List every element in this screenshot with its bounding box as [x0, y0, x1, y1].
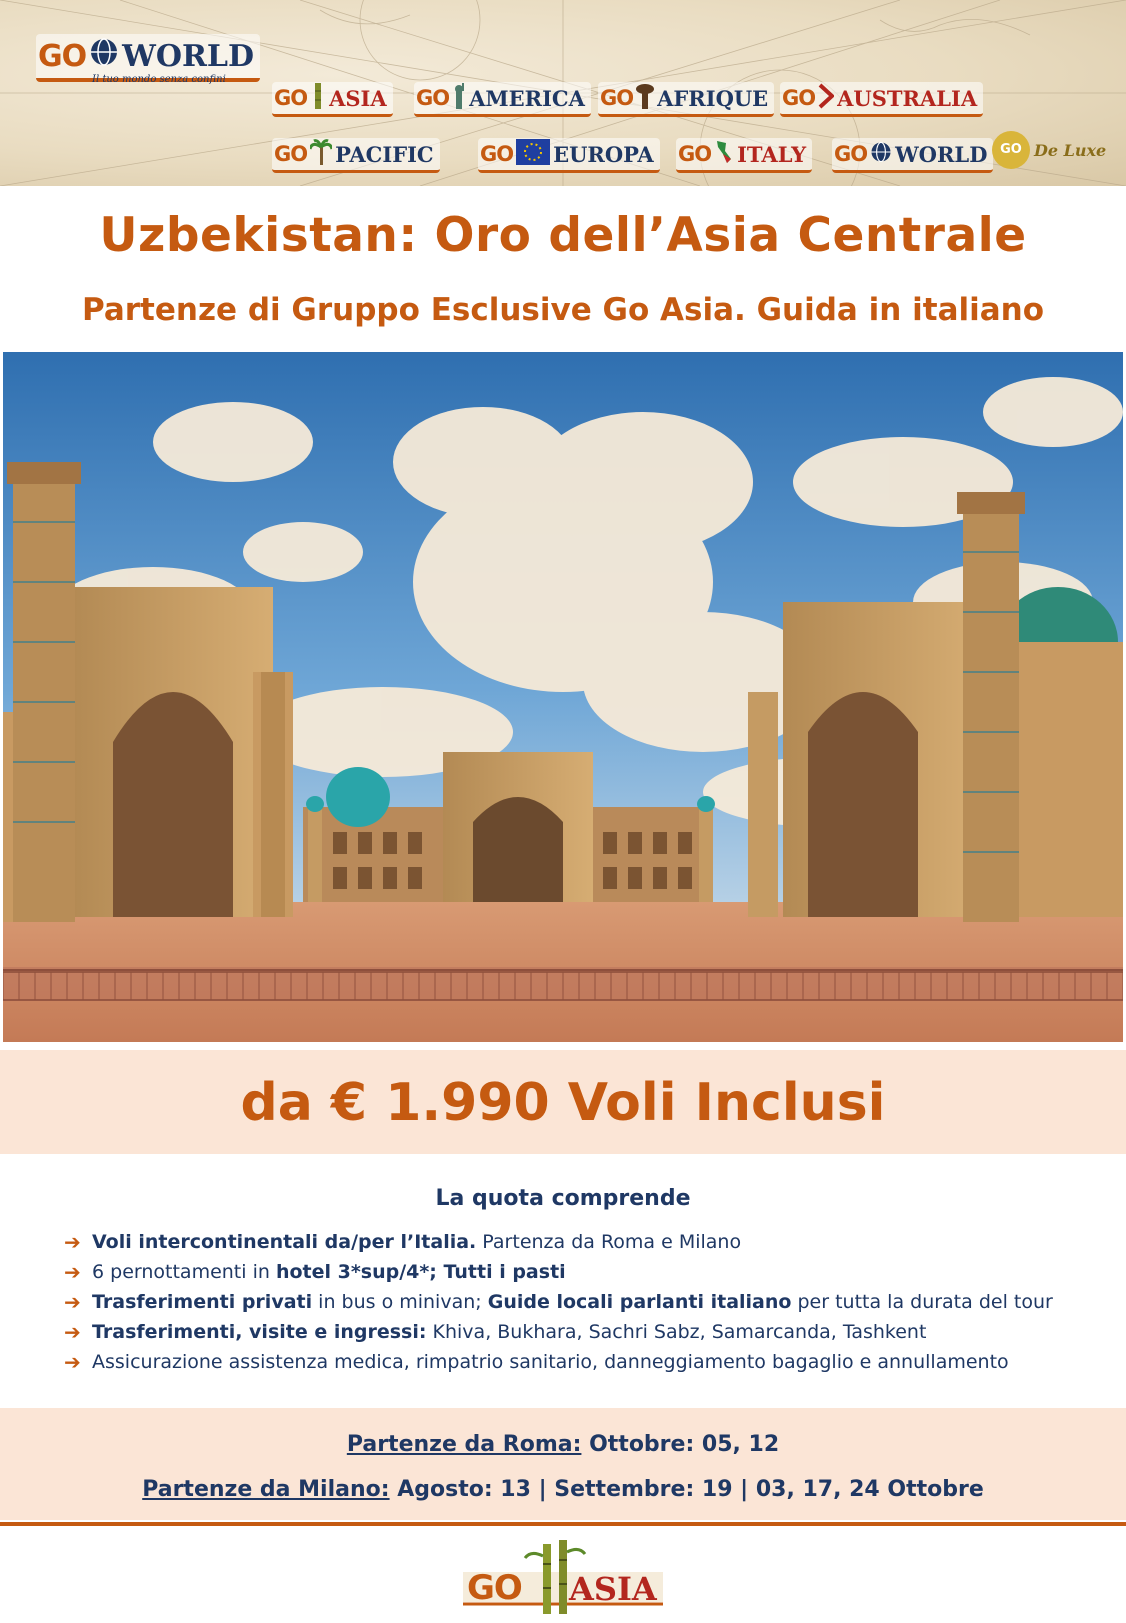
- item-strong: Guide locali parlanti italiano: [487, 1291, 792, 1313]
- eu-flag-icon: [516, 139, 550, 170]
- item-text: per tutta la durata del tour: [791, 1291, 1053, 1313]
- list-item: [64, 1317, 1114, 1347]
- arrow-right-icon: ➔: [64, 1260, 81, 1284]
- item-text: Assicurazione assistenza medica, rimpatrio sanitario, danneggiamento bagaglio e annullamento: [92, 1351, 1009, 1373]
- list-item: [64, 1287, 1114, 1317]
- brand-name: ASIA: [329, 85, 387, 111]
- go-wordmark: GO: [274, 142, 308, 166]
- gopacific-logo[interactable]: [272, 138, 440, 173]
- bamboo-icon: [310, 83, 326, 114]
- goaustralia-logo[interactable]: [780, 82, 983, 117]
- departures-milan-label: Partenze da Milano:: [142, 1477, 390, 1502]
- departures-rome-dates: Ottobre: 05, 12: [581, 1432, 780, 1457]
- goasia-footer-logo: [463, 1540, 663, 1616]
- globe-icon: [89, 37, 119, 75]
- brand-name: AFRIQUE: [657, 85, 769, 111]
- crown-icon: GO: [992, 131, 1030, 169]
- brand-name: WORLD: [122, 38, 255, 74]
- arrow-right-icon: ➔: [64, 1290, 81, 1314]
- item-text: 6 pernottamenti in: [92, 1261, 276, 1283]
- goeuropa-logo[interactable]: [478, 138, 660, 173]
- brand-name: De Luxe: [1034, 140, 1107, 160]
- list-item: [64, 1257, 1114, 1287]
- boomerang-icon: [818, 83, 834, 114]
- list-item: [64, 1347, 1114, 1377]
- brand-name: ASIA: [569, 1570, 657, 1608]
- departures-milan: [0, 1477, 1126, 1502]
- brand-name: AUSTRALIA: [837, 85, 978, 111]
- brand-name: AMERICA: [469, 85, 585, 111]
- departures-band: [0, 1408, 1126, 1520]
- divider: [0, 1522, 1126, 1526]
- page-subtitle: Partenze di Gruppo Esclusive Go Asia. Guida in italiano: [81, 292, 1045, 328]
- goamerica-logo[interactable]: [414, 82, 591, 117]
- go-wordmark: GO: [467, 1568, 522, 1608]
- go-wordmark: GO: [416, 86, 450, 110]
- globe-icon: [870, 141, 892, 168]
- italy-map-icon: [714, 139, 734, 170]
- inclusions-heading: La quota comprende: [435, 1186, 691, 1211]
- brand-name: EUROPA: [553, 141, 654, 167]
- go-wordmark: GO: [274, 86, 308, 110]
- go-wordmark: GO: [834, 142, 868, 166]
- palm-tree-icon: [310, 139, 332, 170]
- arrow-right-icon: ➔: [64, 1230, 81, 1254]
- departures-milan-dates: Agosto: 13 | Settembre: 19 | 03, 17, 24 Ottobre: [389, 1477, 984, 1502]
- registan-square-illustration: [3, 352, 1123, 1042]
- departures-rome-label: Partenze da Roma:: [346, 1432, 582, 1457]
- item-text: in bus o minivan;: [312, 1291, 488, 1313]
- goasia-logo[interactable]: [272, 82, 393, 117]
- price-headline: da € 1.990 Voli Inclusi: [240, 1073, 886, 1133]
- brand-tagline: Il tuo mondo senza confini: [92, 74, 226, 85]
- hero-image: [3, 352, 1123, 1042]
- item-text: Khiva, Bukhara, Sachri Sabz, Samarcanda, Tashkent: [426, 1321, 927, 1343]
- go-wordmark: GO: [480, 142, 514, 166]
- departures-rome: [0, 1432, 1126, 1457]
- item-strong: Trasferimenti privati: [92, 1291, 313, 1313]
- go-wordmark: GO: [38, 38, 87, 74]
- item-strong: Voli intercontinentali da/per l’Italia.: [92, 1231, 477, 1253]
- arrow-right-icon: ➔: [64, 1320, 81, 1344]
- godeluxe-logo[interactable]: [990, 126, 1112, 174]
- go-wordmark: GO: [600, 86, 634, 110]
- brand-banner: [0, 0, 1126, 186]
- item-strong: Trasferimenti, visite e ingressi:: [92, 1321, 427, 1343]
- item-text: Partenza da Roma e Milano: [476, 1231, 742, 1253]
- page-title: Uzbekistan: Oro dell’Asia Centrale: [99, 208, 1027, 263]
- baobab-icon: [636, 83, 654, 114]
- go-wordmark: GO: [678, 142, 712, 166]
- inclusions-list: [64, 1227, 1114, 1377]
- goafrique-logo[interactable]: [598, 82, 774, 117]
- brand-name: ITALY: [737, 141, 807, 167]
- brand-name: PACIFIC: [335, 141, 434, 167]
- item-strong: hotel 3*sup/4*; Tutti i pasti: [275, 1261, 566, 1283]
- statue-of-liberty-icon: [452, 83, 466, 114]
- goitaly-logo[interactable]: [676, 138, 812, 173]
- go-wordmark: GO: [782, 86, 816, 110]
- arrow-right-icon: ➔: [64, 1350, 81, 1374]
- goworld-online-logo[interactable]: [832, 138, 993, 173]
- brand-name: WORLD: [895, 141, 988, 167]
- list-item: [64, 1227, 1114, 1257]
